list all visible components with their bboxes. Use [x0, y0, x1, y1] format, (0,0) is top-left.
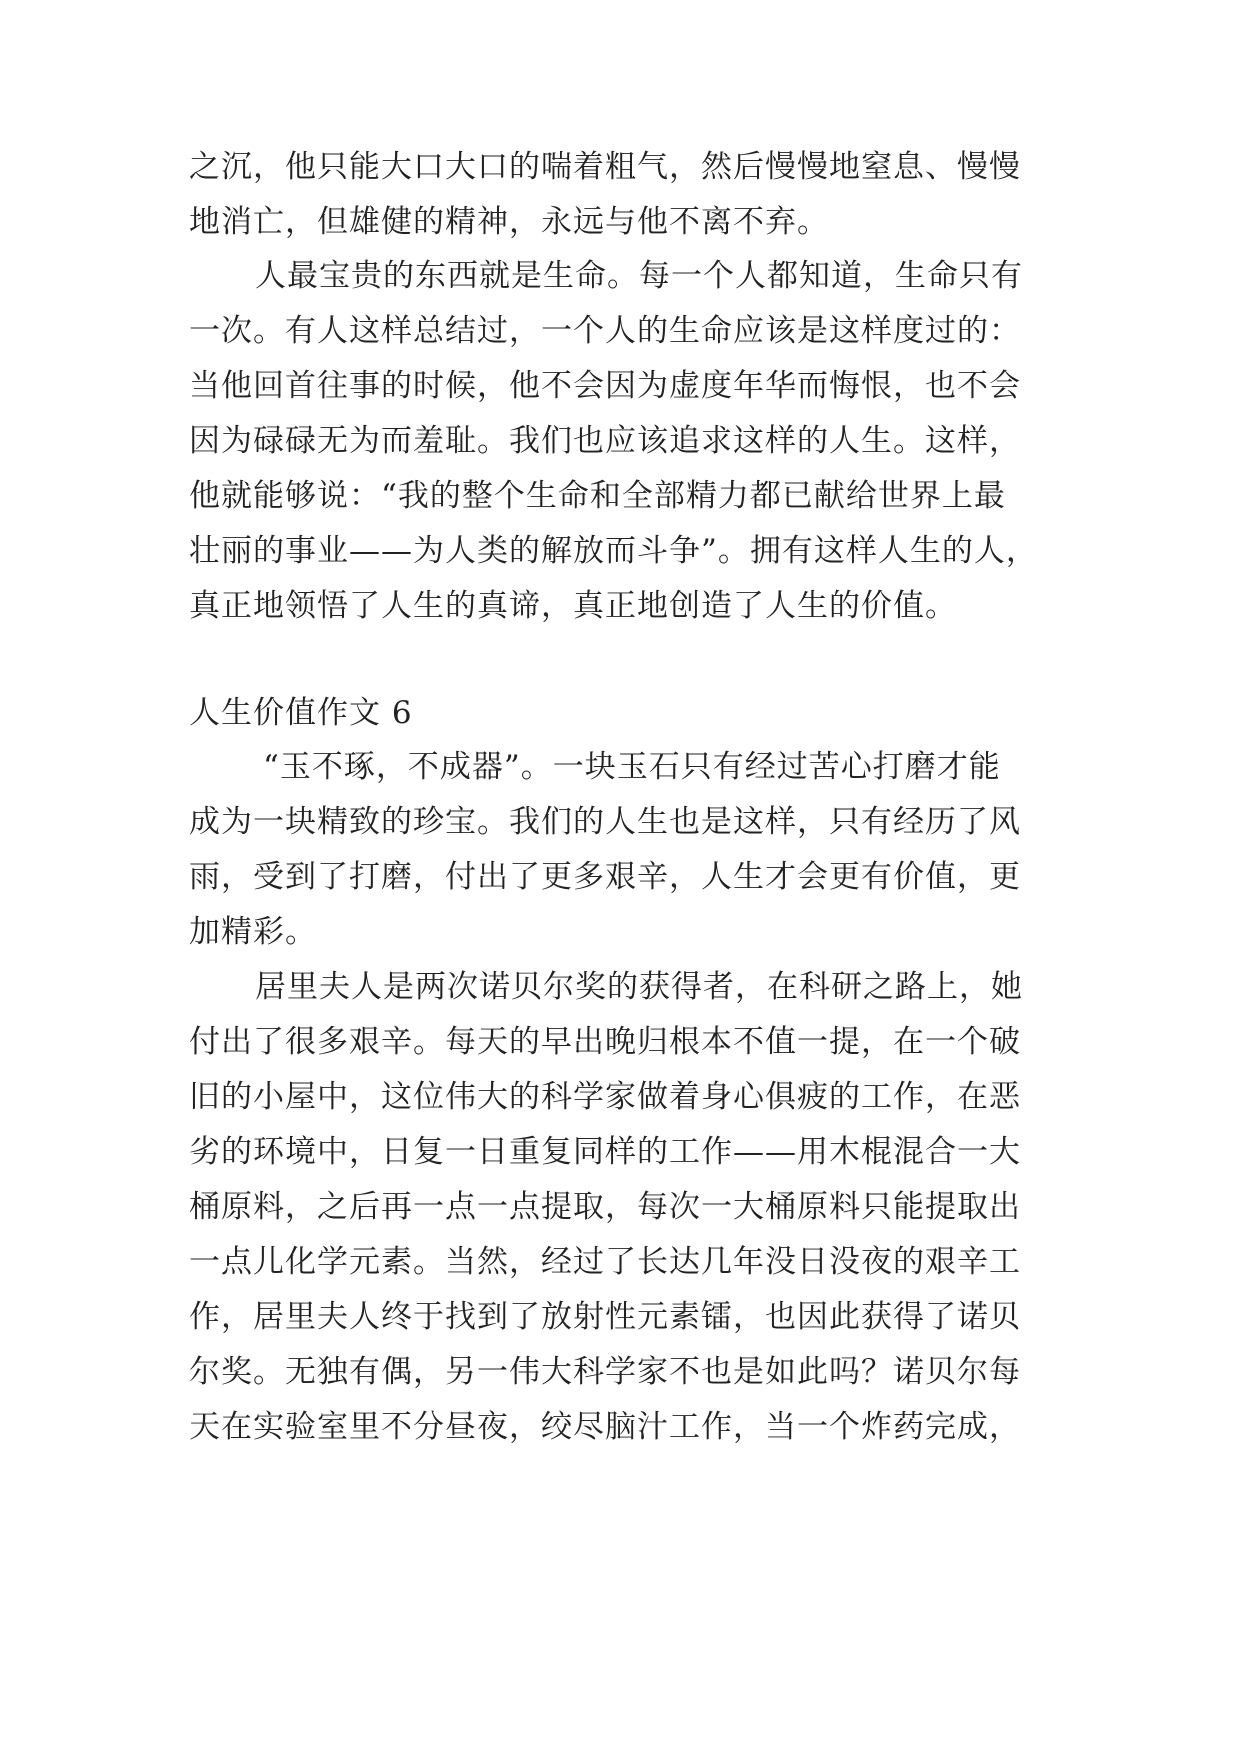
paragraph-line: 成为一块精致的珍宝。我们的人生也是这样，只有经历了风 — [189, 804, 1021, 840]
paragraph-line: 桶原料，之后再一点一点提取，每次一大桶原料只能提取出 — [189, 1189, 1021, 1225]
paragraph-line: 一点儿化学元素。当然，经过了长达几年没日没夜的艰辛工 — [189, 1244, 1021, 1280]
paragraph-line: 天在实验室里不分昼夜，绞尽脑汁工作，当一个炸药完成， — [189, 1409, 1021, 1445]
paragraph-line: 付出了很多艰辛。每天的早出晚归根本不值一提，在一个破 — [189, 1024, 1021, 1060]
paragraph-line: 真正地领悟了人生的真谛，真正地创造了人生的价值。 — [189, 588, 957, 624]
paragraph-line: 尔奖。无独有偶，另一伟大科学家不也是如此吗？诺贝尔每 — [189, 1354, 1021, 1390]
paragraph-line: 加精彩。 — [189, 914, 317, 950]
paragraph-line: 居里夫人是两次诺贝尔奖的获得者，在科研之路上，她 — [255, 969, 1023, 1005]
paragraph-line: 之沉，他只能大口大口的喘着粗气，然后慢慢地窒息、慢慢 — [189, 149, 1021, 185]
paragraph-line: 当他回首往事的时候，他不会因为虚度年华而悔恨，也不会 — [189, 368, 1021, 404]
paragraph-line: 一次。有人这样总结过，一个人的生命应该是这样度过的： — [189, 313, 1021, 349]
paragraph-line: 人最宝贵的东西就是生命。每一个人都知道，生命只有 — [255, 258, 1023, 294]
paragraph-line: 雨，受到了打磨，付出了更多艰辛，人生才会更有价值，更 — [189, 859, 1021, 895]
paragraph-line: 旧的小屋中，这位伟大的科学家做着身心俱疲的工作，在恶 — [189, 1079, 1021, 1115]
paragraph-line: “玉不琢，不成器”。一块玉石只有经过苦心打磨才能 — [263, 749, 1001, 785]
paragraph-line: 壮丽的事业——为人类的解放而斗争”。拥有这样人生的人， — [189, 533, 1038, 569]
paragraph-line: 地消亡，但雄健的精神，永远与他不离不弃。 — [189, 204, 829, 240]
paragraph-line: 他就能够说：“我的整个生命和全部精力都已献给世界上最 — [189, 478, 1006, 514]
paragraph-line: 因为碌碌无为而羞耻。我们也应该追求这样的人生。这样， — [189, 423, 1021, 459]
section-heading: 人生价值作文 6 — [189, 695, 413, 731]
paragraph-line: 劣的环境中，日复一日重复同样的工作——用木棍混合一大 — [189, 1134, 1021, 1170]
paragraph-line: 作，居里夫人终于找到了放射性元素镭，也因此获得了诺贝 — [189, 1299, 1021, 1335]
